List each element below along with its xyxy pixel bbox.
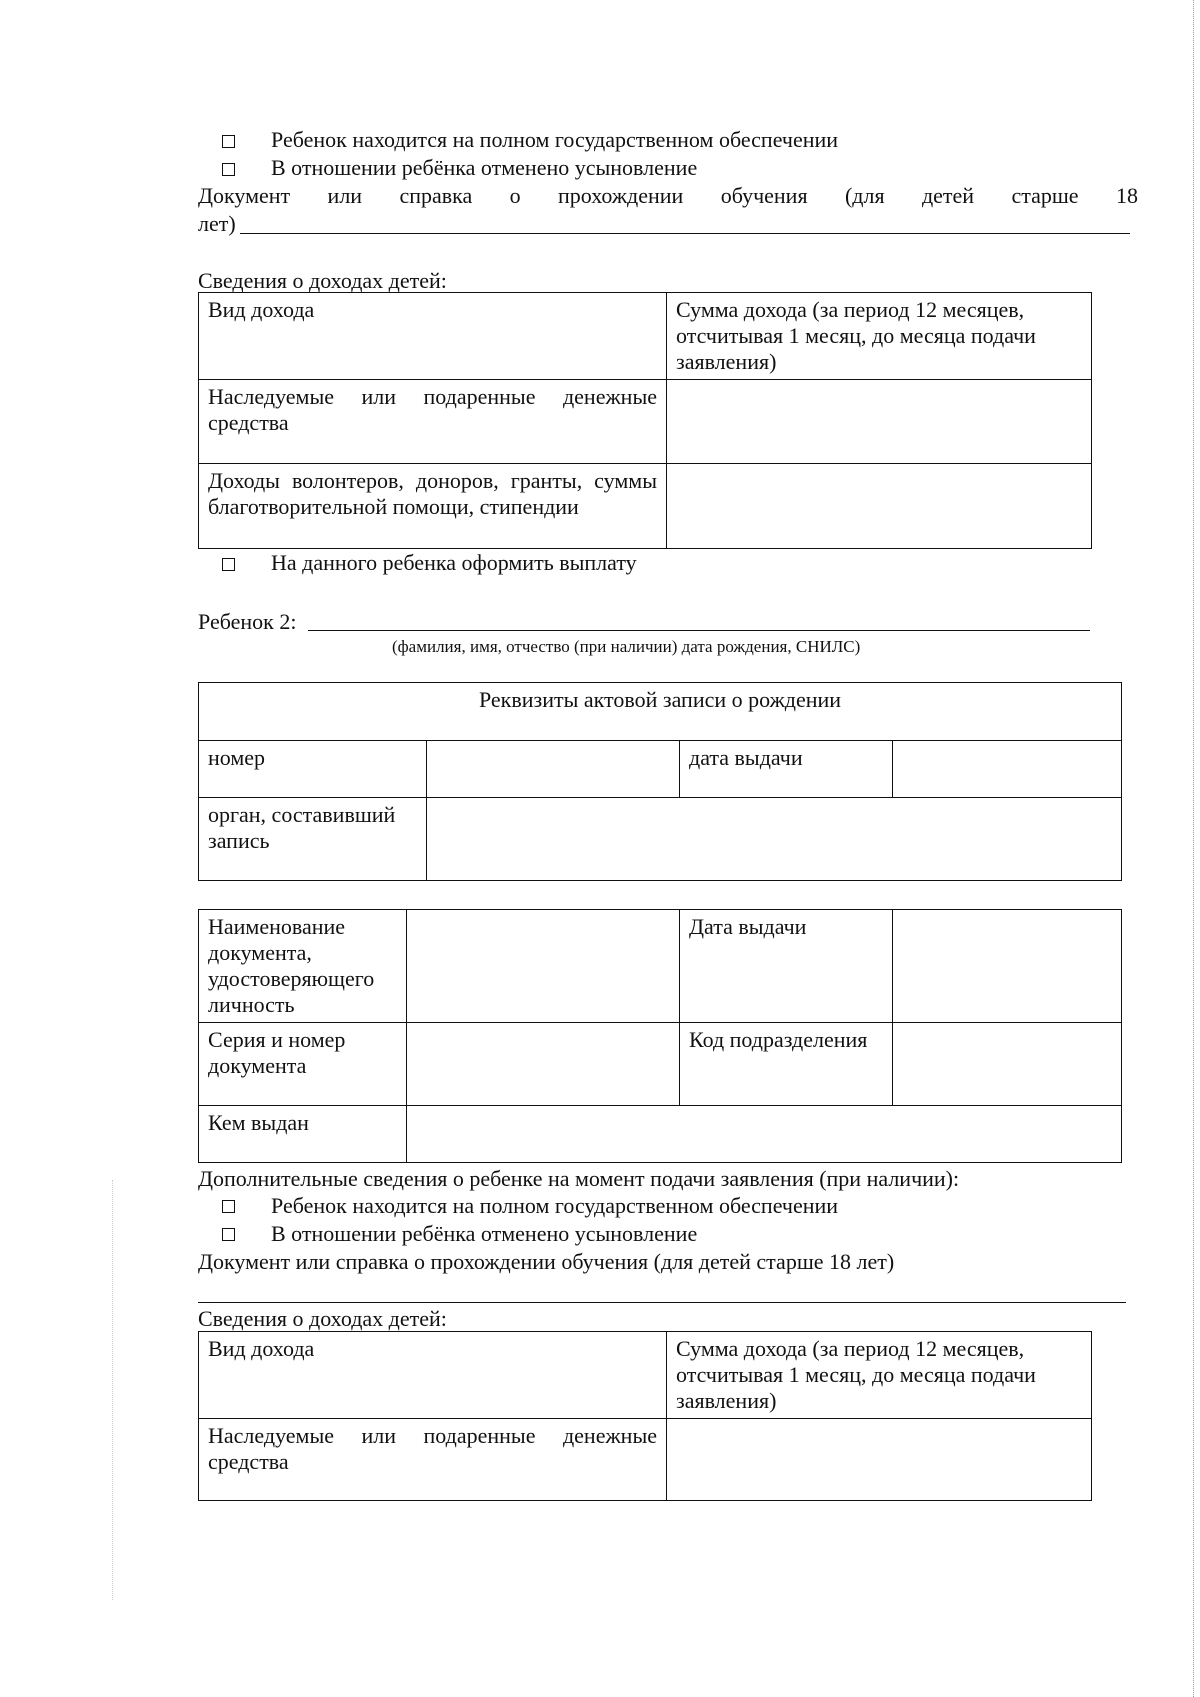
income-row-volunteers-amount[interactable]: [667, 464, 1092, 549]
income-row-inherited: Наследуемые или подаренные денежные средства: [199, 380, 667, 464]
child2-income-table: [198, 1331, 1092, 1501]
birth-record-table: [198, 682, 1122, 881]
payout-label: На данного ребенка оформить выплату: [271, 550, 637, 575]
birth-record-authority-field[interactable]: [427, 798, 1122, 881]
child2-study-doc-field[interactable]: [198, 1302, 1126, 1303]
study-doc-label-line1: Документ или справка о прохождении обучения (для детей старше 18: [198, 183, 1138, 208]
child2-full-state-support-label: Ребенок находится на полном государственном обеспечении: [271, 1193, 839, 1218]
full-state-support-label: Ребенок находится на полном государственном обеспечении: [271, 127, 839, 152]
id-doc-series-label: Серия и номер документа: [199, 1023, 407, 1106]
id-document-table: [198, 909, 1122, 1163]
adoption-cancelled-label: В отношении ребёнка отменено усыновление: [271, 155, 698, 180]
birth-record-date-field[interactable]: [893, 741, 1122, 798]
id-doc-date-label: Дата выдачи: [680, 910, 893, 1023]
child2-adoption-cancelled-label: В отношении ребёнка отменено усыновление: [271, 1221, 698, 1246]
income-table: [198, 292, 1092, 549]
child2-full-state-support-checkbox[interactable]: [222, 1200, 235, 1213]
child2-caption: (фамилия, имя, отчество (при наличии) дата рождения, СНИЛС): [392, 637, 861, 656]
id-doc-issuer-field[interactable]: [407, 1106, 1122, 1163]
child2-income-row-inherited-amount[interactable]: [667, 1419, 1092, 1501]
child2-name-field[interactable]: [308, 630, 1090, 631]
birth-record-number-field[interactable]: [427, 741, 680, 798]
income-row-volunteers: Доходы волонтеров, доноров, гранты, суммы благотворительной помощи, стипендии: [199, 464, 667, 549]
child2-income-row-inherited: Наследуемые или подаренные денежные средства: [199, 1419, 667, 1501]
id-doc-name-field[interactable]: [407, 910, 680, 1023]
id-doc-issuer-label: Кем выдан: [199, 1106, 407, 1163]
full-state-support-checkbox[interactable]: [222, 135, 235, 148]
child2-adoption-cancelled-checkbox[interactable]: [222, 1228, 235, 1241]
id-doc-series-field[interactable]: [407, 1023, 680, 1106]
study-doc-field[interactable]: [240, 233, 1130, 234]
id-doc-date-field[interactable]: [893, 910, 1122, 1023]
study-doc-label-line2: лет): [198, 211, 236, 236]
adoption-cancelled-checkbox[interactable]: [222, 163, 235, 176]
child2-income-heading: Сведения о доходах детей:: [198, 1306, 447, 1331]
child2-study-doc-label: Документ или справка о прохождении обучения (для детей старше 18 лет): [198, 1249, 895, 1274]
child2-income-amount-header: Сумма дохода (за период 12 месяцев, отсчитывая 1 месяц, до месяца подачи заявления): [667, 1332, 1092, 1419]
birth-record-title: Реквизиты актовой записи о рождении: [199, 683, 1122, 741]
additional-info-heading: Дополнительные сведения о ребенке на момент подачи заявления (при наличии):: [198, 1166, 960, 1191]
birth-record-date-label: дата выдачи: [680, 741, 893, 798]
child2-label: Ребенок 2:: [198, 609, 297, 634]
income-amount-header: Сумма дохода (за период 12 месяцев, отсчитывая 1 месяц, до месяца подачи заявления): [667, 293, 1092, 380]
id-doc-name-label: Наименование документа, удостоверяющего личность: [199, 910, 407, 1023]
income-row-inherited-amount[interactable]: [667, 380, 1092, 464]
birth-record-number-label: номер: [199, 741, 427, 798]
child2-income-type-header: Вид дохода: [199, 1332, 667, 1419]
birth-record-authority-label: орган, составивший запись: [199, 798, 427, 881]
income-type-header: Вид дохода: [199, 293, 667, 380]
id-doc-division-label: Код подразделения: [680, 1023, 893, 1106]
scan-edge: [1192, 0, 1194, 1697]
payout-checkbox[interactable]: [222, 558, 235, 571]
scan-edge-left: [112, 1180, 114, 1600]
id-doc-division-field[interactable]: [893, 1023, 1122, 1106]
income-heading: Сведения о доходах детей:: [198, 268, 447, 293]
